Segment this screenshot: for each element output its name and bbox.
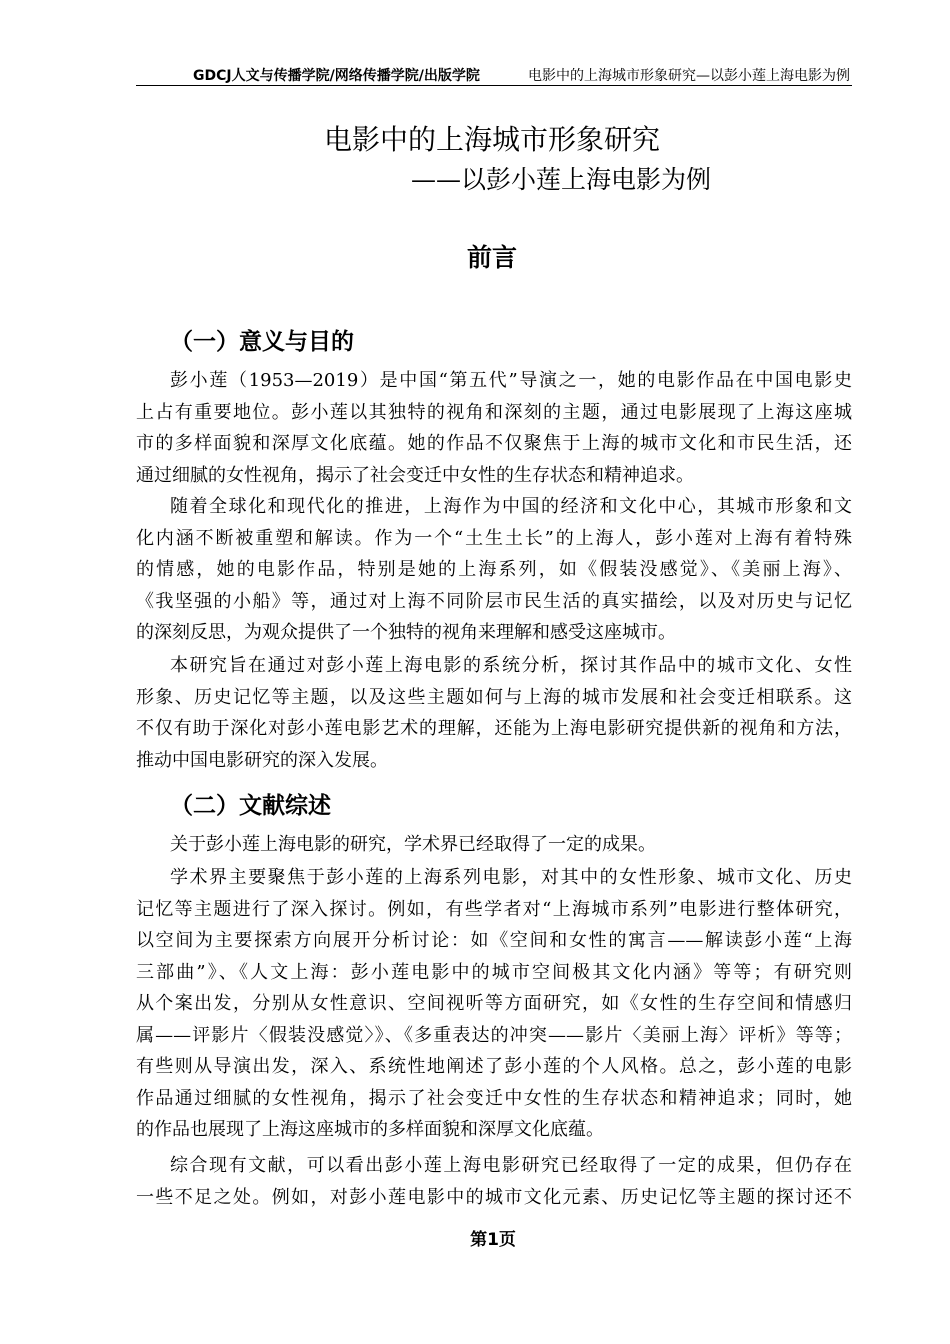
text-line: 形象、历史记忆等主题，以及这些主题如何与上海的城市发展和社会变迁相联系。这 [136, 686, 852, 708]
text-line: 学术界主要聚焦于彭小莲的上海系列电影，对其中的女性形象、城市文化、历史 [170, 867, 852, 888]
page-number: 第1页 [470, 1230, 516, 1250]
text-line: 彭小莲（1953—2019）是中国“第五代”导演之一，她的电影作品在中国电影史 [170, 370, 852, 391]
paragraph [136, 491, 852, 649]
text-line: 的深刻反思，为观众提供了一个独特的视角来理解和感受这座城市。 [136, 622, 676, 643]
text-line: 作品通过细腻的女性视角，揭示了社会变迁中女性的生存状态和精神追求；同时，她 [136, 1087, 852, 1109]
text-line: 推动中国电影研究的深入发展。 [136, 749, 388, 771]
text-line: 关于彭小莲上海电影的研究，学术界已经取得了一定的成果。 [170, 834, 656, 855]
header-rule [136, 85, 852, 86]
text-line: 记忆等主题进行了深入探讨。例如，有些学者对“上海城市系列”电影进行整体研究， [136, 898, 852, 920]
paragraph [136, 862, 852, 1146]
text-line: 三部曲”》、《人文上海：彭小莲电影中的城市空间极其文化内涵》等等；有研究则 [136, 961, 852, 983]
text-line: 的情感，她的电影作品，特别是她的上海系列，如《假装没感觉》、《美丽上海》、 [136, 559, 852, 580]
header-institution: GDCJ人文与传播学院/网络传播学院/出版学院 [193, 68, 480, 84]
text-line: 通过细腻的女性视角，揭示了社会变迁中女性的生存状态和精神追求。 [136, 464, 694, 486]
text-line: 的作品也展现了上海这座城市的多样面貌和深厚文化底蕴。 [136, 1119, 604, 1140]
text-line: 随着全球化和现代化的推进，上海作为中国的经济和文化中心，其城市形象和文 [170, 496, 852, 517]
paragraph [136, 1150, 852, 1213]
header-running-title: 电影中的上海城市形象研究—以彭小莲上海电影为例 [528, 68, 850, 84]
text-line: 不仅有助于深化对彭小莲电影艺术的理解，还能为上海电影研究提供新的视角和方法， [136, 718, 852, 739]
text-line: 市的多样面貌和深厚文化底蕴。她的作品不仅聚焦于上海的城市文化和市民生活，还 [136, 433, 852, 454]
preface-heading: 前言 [466, 243, 517, 272]
section-heading: （二）文献综述 [170, 793, 331, 819]
document-title: 电影中的上海城市形象研究 [323, 123, 660, 156]
text-line: 上占有重要地位。彭小莲以其独特的视角和深刻的主题，通过电影展现了上海这座城 [136, 401, 852, 423]
text-line: 化内涵不断被重塑和解读。作为一个“土生土长”的上海人，彭小莲对上海有着特殊 [136, 527, 852, 549]
paragraph [136, 650, 852, 776]
text-line: 一些不足之处。例如，对彭小莲电影中的城市文化元素、历史记忆等主题的探讨还不 [136, 1186, 852, 1208]
text-line: 有些则从导演出发，深入、系统性地阐述了彭小莲的个人风格。总之，彭小莲的电影 [136, 1056, 852, 1077]
text-line: 《我坚强的小船》等，通过对上海不同阶层市民生活的真实描绘，以及对历史与记忆 [136, 590, 852, 612]
paragraph [136, 829, 852, 861]
paragraph [136, 365, 852, 491]
text-line: 以空间为主要探索方向展开分析讨论：如《空间和女性的寓言——解读彭小莲“上海 [136, 930, 852, 951]
text-line: 本研究旨在通过对彭小莲上海电影的系统分析，探讨其作品中的城市文化、女性 [170, 655, 852, 676]
section-heading: （一）意义与目的 [170, 329, 354, 355]
text-line: 属——评影片〈假装没感觉〉》、《多重表达的冲突——影片〈美丽上海〉评析》等等； [136, 1024, 852, 1046]
text-line: 从个案出发，分别从女性意识、空间视听等方面研究，如《女性的生存空间和情感归 [136, 993, 852, 1014]
document-subtitle: ——以彭小莲上海电影为例 [411, 165, 712, 194]
text-line: 综合现有文献，可以看出彭小莲上海电影研究已经取得了一定的成果，但仍存在 [170, 1155, 852, 1176]
